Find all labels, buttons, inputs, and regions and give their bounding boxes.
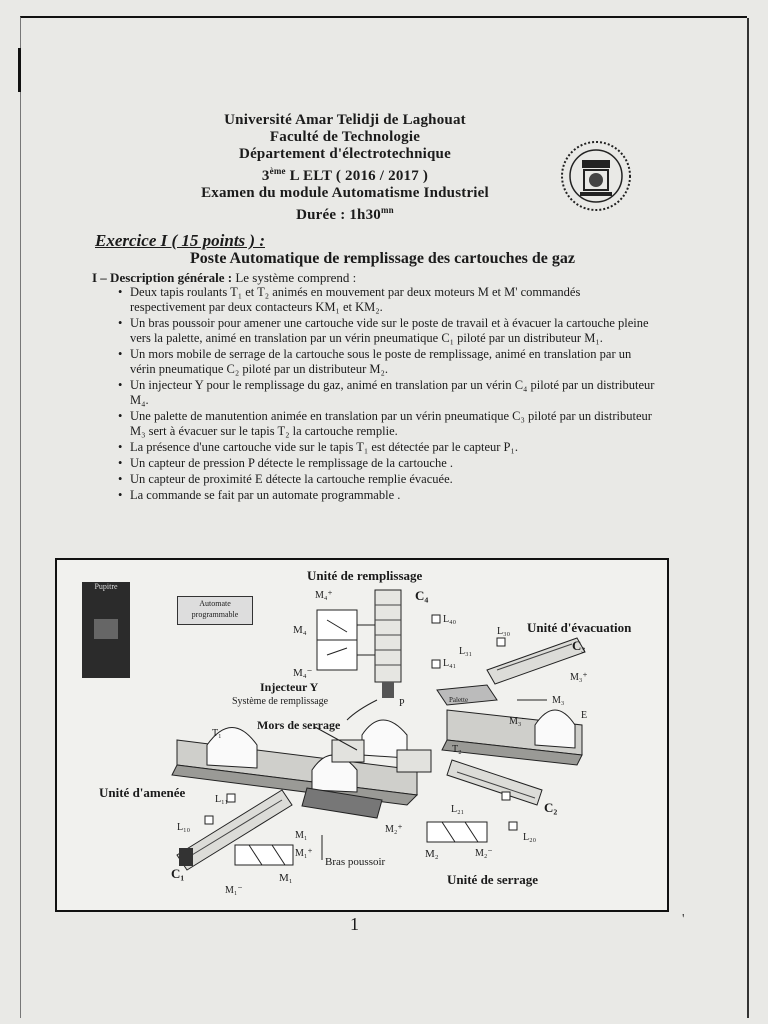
list-item: • La présence d'une cartouche vide sur le tapis T₁ est détectée par le capteur P₁.: [118, 440, 658, 455]
list-item: • Un mors mobile de serrage de la cartouche sous le poste de remplissage, animé en translation par un vérin pneumatique C₂ piloté par un distributeur M₂.: [118, 347, 658, 377]
list-item: • Deux tapis roulants T₁ et T₂ animés en mouvement par deux moteurs M et M' commandés respectivement par deux contacteurs KM₁ et KM₂.: [118, 285, 658, 315]
list-item: • Un bras poussoir pour amener une cartouche vide sur le poste de travail et à évacuer la cartouche pleine vers la palette, animé en translation par un vérin pneumatique C₁ piloté par un distributeur M₁.: [118, 316, 658, 346]
label-p: P: [399, 698, 405, 709]
department-name: Département d'électrotechnique: [239, 146, 451, 162]
label-bras-poussoir: Bras poussoir: [325, 856, 386, 868]
section-heading: [92, 270, 356, 286]
label-m3-plus: M₃⁺: [570, 672, 588, 683]
label-l40: L₄₀: [443, 614, 457, 625]
label-t2: T₂: [452, 744, 462, 755]
label-systeme-remplissage: Système de remplissage: [232, 696, 329, 707]
label-unite-serrage: Unité de serrage: [447, 872, 538, 887]
label-palette: Palette: [449, 696, 469, 704]
label-m1-second: M₁: [279, 872, 293, 884]
label-mors-serrage: Mors de serrage: [257, 718, 341, 732]
label-l20: L₂₀: [523, 832, 537, 843]
list-item: • Un capteur de proximité E détecte la cartouche remplie évacuée.: [118, 472, 658, 487]
label-m1: M₁: [295, 830, 308, 841]
level-line: [180, 163, 510, 185]
level-prefix: 3: [261, 168, 270, 184]
label-m2-plus: M₂⁺: [385, 824, 403, 835]
university-seal-logo: [560, 140, 632, 212]
automate-box: Automate programmable: [177, 596, 253, 625]
label-c1: C₁: [171, 866, 185, 881]
university-name: Université Amar Telidji de Laghouat: [224, 112, 466, 128]
label-m4: M₄: [293, 624, 307, 636]
pupitre-screen: [94, 619, 118, 639]
exam-header: [180, 112, 510, 224]
page-number: 1: [350, 914, 359, 934]
label-unite-remplissage: Unité de remplissage: [307, 568, 423, 583]
description-list: [118, 285, 658, 504]
label-injecteur: Injecteur Y: [260, 680, 319, 694]
exercise-subtitle: Poste Automatique de remplissage des cartouches de gaz: [190, 250, 575, 267]
label-unite-evacuation: Unité d'évacuation: [527, 620, 632, 635]
pupitre-label: Pupitre: [94, 582, 118, 591]
corner-mark: ': [682, 912, 685, 927]
exam-duration: [180, 202, 510, 224]
label-m3: M₃: [552, 695, 565, 706]
label-l10: L₁₀: [177, 822, 191, 833]
label-unite-amenee: Unité d'amenée: [99, 785, 186, 800]
duration-text: Durée : 1h30: [296, 207, 381, 223]
list-item: • La commande se fait par un automate programmable .: [118, 488, 658, 503]
label-m1-minus: M₁⁻: [225, 885, 243, 896]
margin-bar: [18, 48, 21, 92]
label-l11: L₁₁: [215, 794, 229, 805]
level-rest: L ELT ( 2016 / 2017 ): [285, 168, 429, 184]
section-text: Le système comprend :: [232, 270, 357, 285]
exam-module: Examen du module Automatisme Industriel: [201, 185, 489, 201]
label-m1-plus: M₁⁺: [295, 848, 313, 859]
faculty-name: Faculté de Technologie: [269, 129, 421, 145]
label-l31: L₃₁: [459, 646, 473, 657]
label-c3: C₃: [572, 638, 586, 653]
label-l21: L₂₁: [451, 804, 465, 815]
label-e: E: [581, 710, 588, 721]
section-label: I – Description générale :: [92, 270, 233, 285]
label-l41: L₄₁: [443, 658, 457, 669]
list-item: • Un injecteur Y pour le remplissage du gaz, animé en translation par un vérin C₄ piloté par un distributeur M₄.: [118, 378, 658, 408]
label-m4-minus: M₄⁻: [293, 667, 313, 679]
exercise-title: Exercice I ( 15 points ) :: [95, 231, 265, 250]
system-diagram: [55, 558, 669, 912]
control-desk: [82, 582, 130, 678]
label-m2-minus: M₂⁻: [475, 848, 493, 859]
page-edge: [747, 18, 749, 1018]
list-item: • Une palette de manutention animée en translation par un vérin pneumatique C₃ piloté par un distributeur M₃ sert à évacuer sur le tapis T₂ la cartouche remplie.: [118, 409, 658, 439]
label-t1: T₁: [212, 728, 222, 739]
label-c2: C₂: [544, 800, 558, 815]
label-l30: L₃₀: [497, 626, 511, 637]
level-sup: ème: [269, 166, 286, 176]
label-m2: M₂: [425, 848, 439, 860]
label-c4: C₄: [415, 588, 429, 603]
label-m4-plus: M₄⁺: [315, 590, 333, 601]
duration-sup: mn: [380, 205, 394, 215]
label-m3-minus: M₃⁻: [509, 716, 527, 727]
list-item: • Un capteur de pression P détecte le remplissage de la cartouche .: [118, 456, 658, 471]
